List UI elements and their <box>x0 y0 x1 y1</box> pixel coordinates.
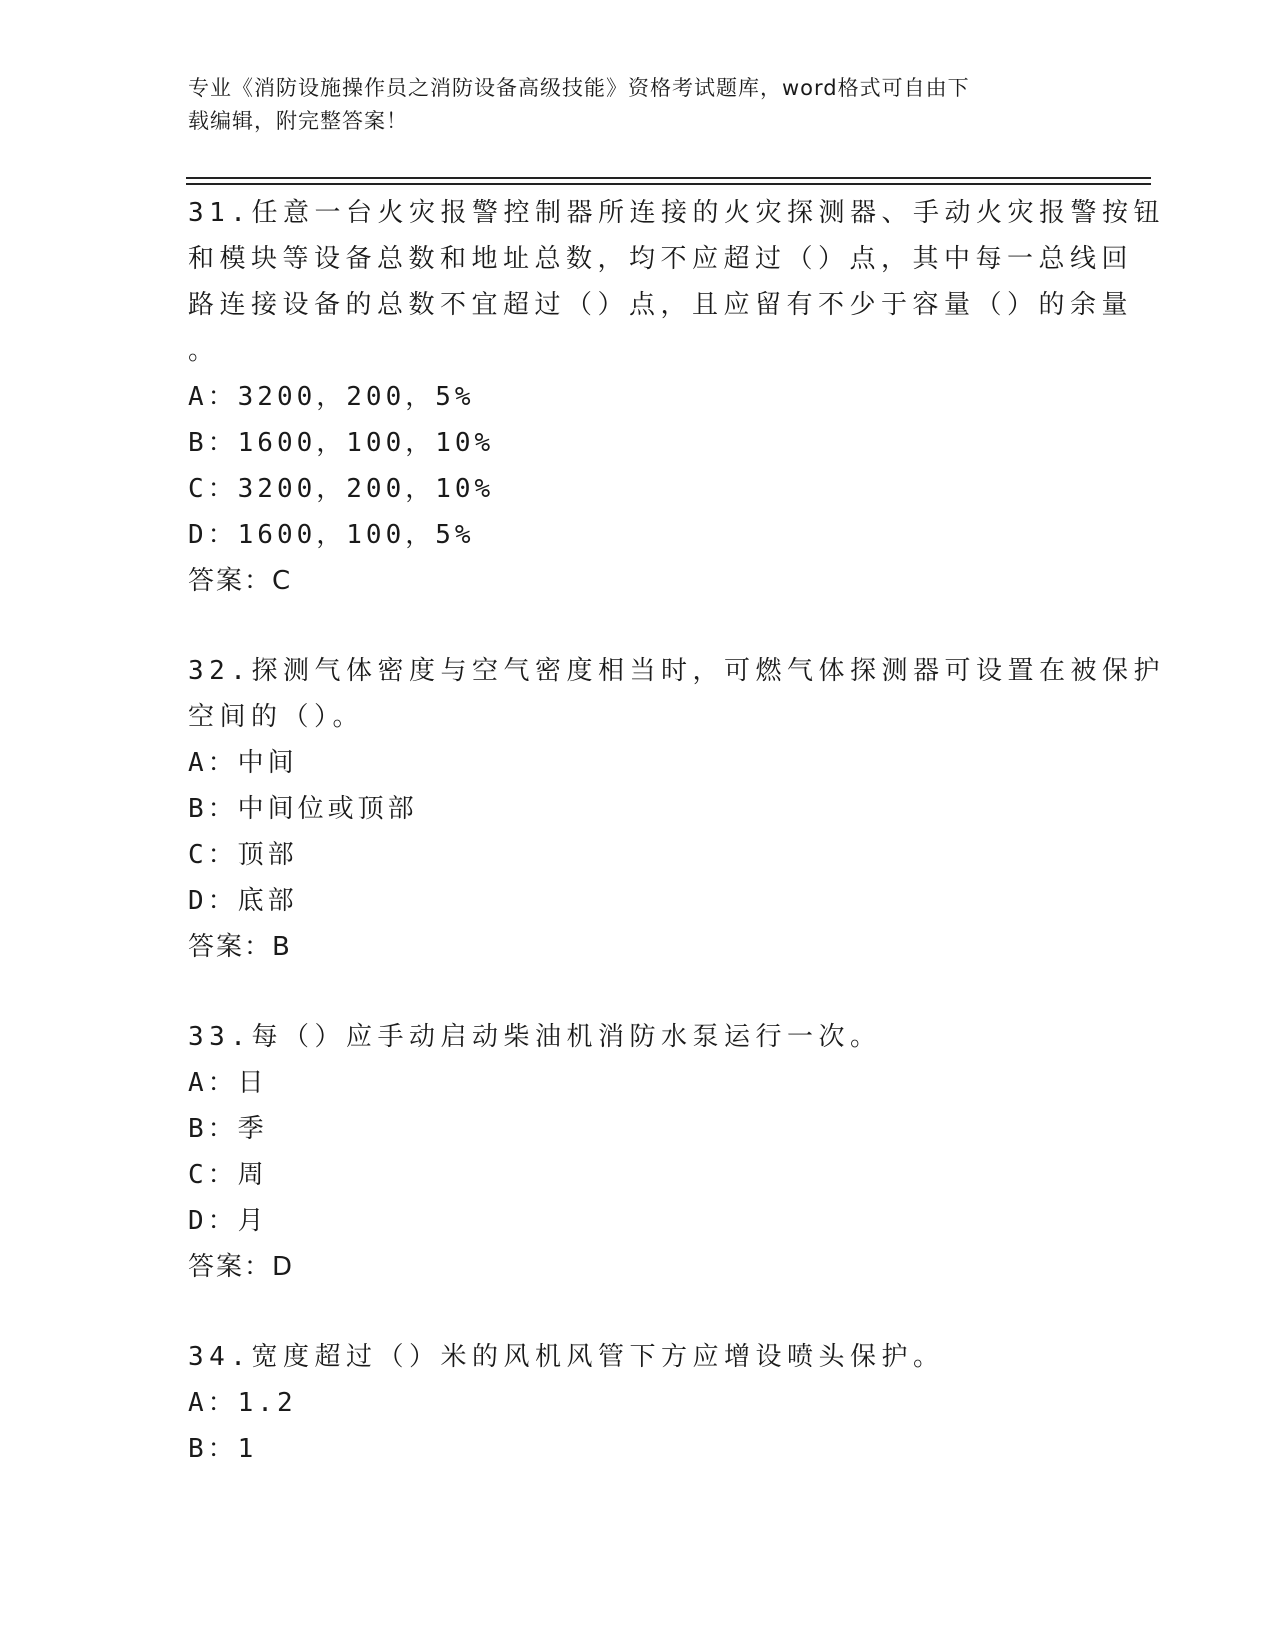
stem-line: 。 <box>188 336 220 366</box>
option-a: A：中间 <box>188 748 298 778</box>
header-line-2: 载编辑，附完整答案！ <box>188 109 408 133</box>
option-d: D：1600，100，5% <box>188 520 475 550</box>
stem-line: 32.探测气体密度与空气密度相当时，可燃气体探测器可设置在被保护 <box>188 656 1165 686</box>
question-stem <box>188 648 1165 740</box>
header-rule-top <box>186 177 1151 179</box>
stem-line: 路连接设备的总数不宜超过（）点，且应留有不少于容量（）的余量 <box>188 290 1134 320</box>
stem-line: 和模块等设备总数和地址总数，均不应超过（）点，其中每一总线回 <box>188 244 1134 274</box>
option-c: C：周 <box>188 1160 268 1190</box>
option-d: D：月 <box>188 1206 268 1236</box>
question-32 <box>188 648 1165 970</box>
option-b: B：季 <box>188 1114 268 1144</box>
option-b: B：中间位或顶部 <box>188 794 418 824</box>
document-header <box>188 72 1068 138</box>
option-b: B：1600，100，10% <box>188 428 495 458</box>
option-c: C：顶部 <box>188 840 298 870</box>
question-33 <box>188 1014 1088 1290</box>
answer-line: 答案：D <box>188 1252 295 1282</box>
answer-line: 答案：C <box>188 566 293 596</box>
question-34 <box>188 1334 1088 1472</box>
question-stem <box>188 1014 1088 1060</box>
option-d: D：底部 <box>188 886 298 916</box>
option-c: C：3200，200，10% <box>188 474 495 504</box>
question-stem <box>188 190 1165 374</box>
question-list <box>188 190 1165 1472</box>
option-a: A：日 <box>188 1068 268 1098</box>
stem-line: 空间的（）。 <box>188 702 365 732</box>
question-stem <box>188 1334 1088 1380</box>
option-a: A：1.2 <box>188 1388 297 1418</box>
question-31 <box>188 190 1165 604</box>
option-b: B：1 <box>188 1434 258 1464</box>
option-a: A：3200，200，5% <box>188 382 475 412</box>
stem-line: 34.宽度超过（）米的风机风管下方应增设喷头保护。 <box>188 1342 945 1372</box>
stem-line: 33.每（）应手动启动柴油机消防水泵运行一次。 <box>188 1022 882 1052</box>
stem-line: 31.任意一台火灾报警控制器所连接的火灾探测器、手动火灾报警按钮 <box>188 198 1165 228</box>
header-rule-bottom <box>186 183 1151 185</box>
answer-line: 答案：B <box>188 932 292 962</box>
header-line-1: 专业《消防设施操作员之消防设备高级技能》资格考试题库，word格式可自由下 <box>188 76 970 100</box>
